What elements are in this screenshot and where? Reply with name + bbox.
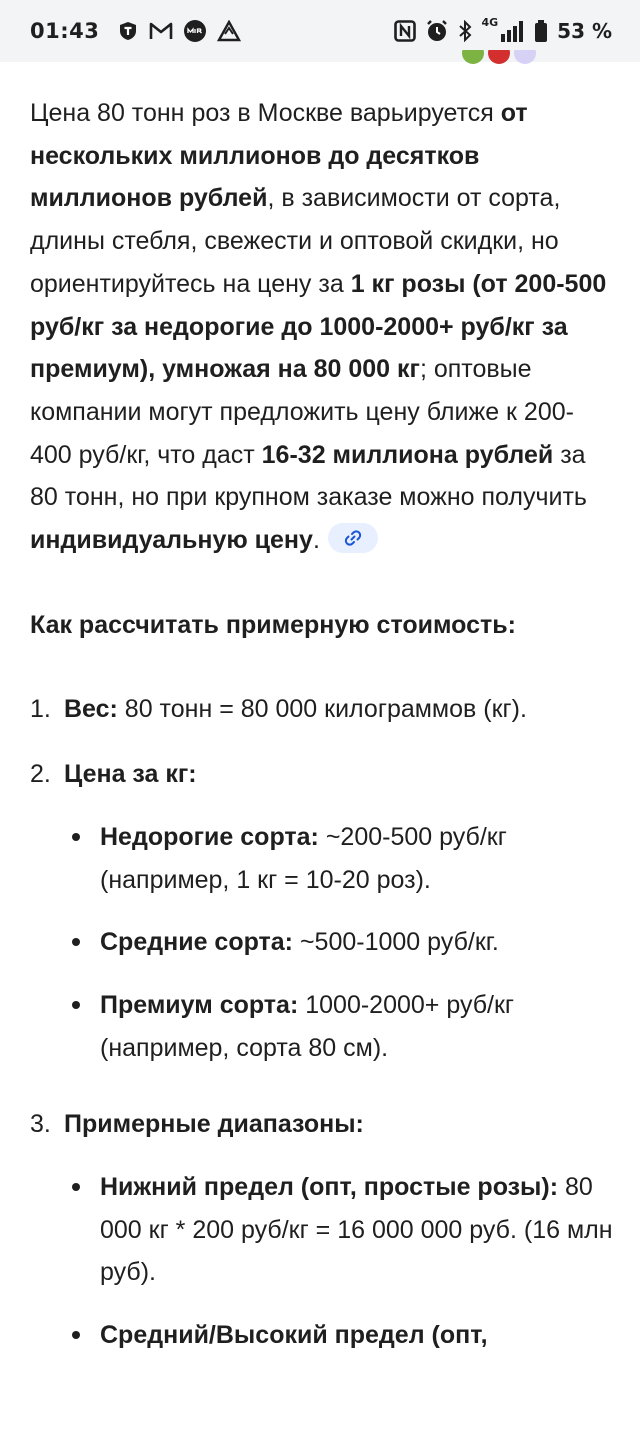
section-heading: Как рассчитать примерную стоимость: xyxy=(30,610,516,639)
list-item xyxy=(30,1314,615,1357)
bullet-label: Нижний предел (опт, простые розы): xyxy=(100,1173,559,1202)
signal-icon xyxy=(481,15,525,42)
price-bullets xyxy=(30,816,615,1070)
ai-answer xyxy=(30,92,615,1357)
step-number: 1. xyxy=(30,695,51,724)
intro-bold-1: от нескольких миллионов до десятков миллионов рублей xyxy=(30,99,528,213)
bullet-text: ~500-1000 руб/кг. xyxy=(293,928,499,957)
status-time: 01:43 xyxy=(30,19,100,43)
bullet-label: Премиум сорта: xyxy=(100,990,299,1019)
intro-text-5: . xyxy=(312,526,320,555)
list-item xyxy=(30,921,615,964)
gmail-icon xyxy=(149,21,173,41)
bullet-dot xyxy=(72,938,80,946)
battery-percent: 53 % xyxy=(557,19,612,43)
bullet-label: Средние сорта: xyxy=(100,928,294,957)
intro-bold-2: 1 кг розы (от 200-500 руб/кг за недорогие до 1000-2000+ руб/кг за премиум), умножая на 80 000 кг xyxy=(30,269,607,384)
nfc-icon xyxy=(394,20,416,42)
steps-list xyxy=(30,688,615,1356)
status-bar xyxy=(0,0,640,62)
intro-bold-3: 16-32 миллиона рублей xyxy=(261,440,554,469)
bullet-text: 80 000 кг * 200 руб/кг = 16 000 000 руб. (16 млн руб). xyxy=(100,1173,613,1287)
list-item xyxy=(30,984,615,1069)
step-price-per-kg xyxy=(30,753,615,1069)
intro-text-1: Цена 80 тонн роз в Москве варьируется xyxy=(30,99,501,127)
step-label: Вес: xyxy=(64,695,118,724)
intro-text-2: , в зависимости от сорта, длины стебля, свежести и оптовой скидки, но ориентируйтесь на цену за xyxy=(30,184,561,298)
step-label: Цена за кг: xyxy=(64,760,197,789)
delta-app-icon xyxy=(217,20,241,42)
source-avatar-green xyxy=(462,50,484,64)
step-text: 80 тонн = 80 000 килограммов (кг). xyxy=(117,695,527,724)
network-type-label: 4G xyxy=(481,15,499,29)
source-avatar-lavender xyxy=(514,50,536,64)
bullet-text: 1000-2000+ руб/кг (например, сорта 80 см). xyxy=(100,990,515,1062)
bullet-dot xyxy=(72,1331,80,1339)
battery-icon xyxy=(534,19,548,43)
mir-icon xyxy=(183,19,207,43)
bluetooth-icon xyxy=(458,20,472,42)
step-weight xyxy=(30,688,615,731)
status-left xyxy=(30,19,241,43)
shield-app-icon xyxy=(117,20,139,42)
alarm-icon xyxy=(425,19,449,43)
bullet-dot xyxy=(72,1183,80,1191)
step-number: 3. xyxy=(30,1110,51,1139)
intro-paragraph xyxy=(30,92,615,562)
step-ranges xyxy=(30,1103,615,1357)
list-item xyxy=(30,816,615,901)
intro-text-3: ; оптовые компании могут предложить цену ближе к 200-400 руб/кг, что даст xyxy=(30,355,574,469)
bullet-text: ~200-500 руб/кг (например, 1 кг = 10-20 роз). xyxy=(100,822,507,894)
range-bullets xyxy=(30,1166,615,1357)
step-number: 2. xyxy=(30,760,51,789)
status-right xyxy=(394,15,612,43)
source-link-button[interactable] xyxy=(328,523,378,553)
bullet-label: Средний/Высокий предел (опт, xyxy=(100,1321,488,1350)
step-label: Примерные диапазоны: xyxy=(64,1110,364,1139)
source-avatars[interactable] xyxy=(462,50,542,64)
bullet-dot xyxy=(72,1001,80,1009)
bullet-dot xyxy=(72,833,80,841)
intro-text-4: за 80 тонн, но при крупном заказе можно получить xyxy=(30,440,587,512)
list-item xyxy=(30,1166,615,1294)
link-icon xyxy=(343,528,363,548)
intro-bold-4: индивидуальную цену xyxy=(30,526,313,555)
bullet-label: Недорогие сорта: xyxy=(100,822,319,851)
source-avatar-red xyxy=(488,50,510,64)
